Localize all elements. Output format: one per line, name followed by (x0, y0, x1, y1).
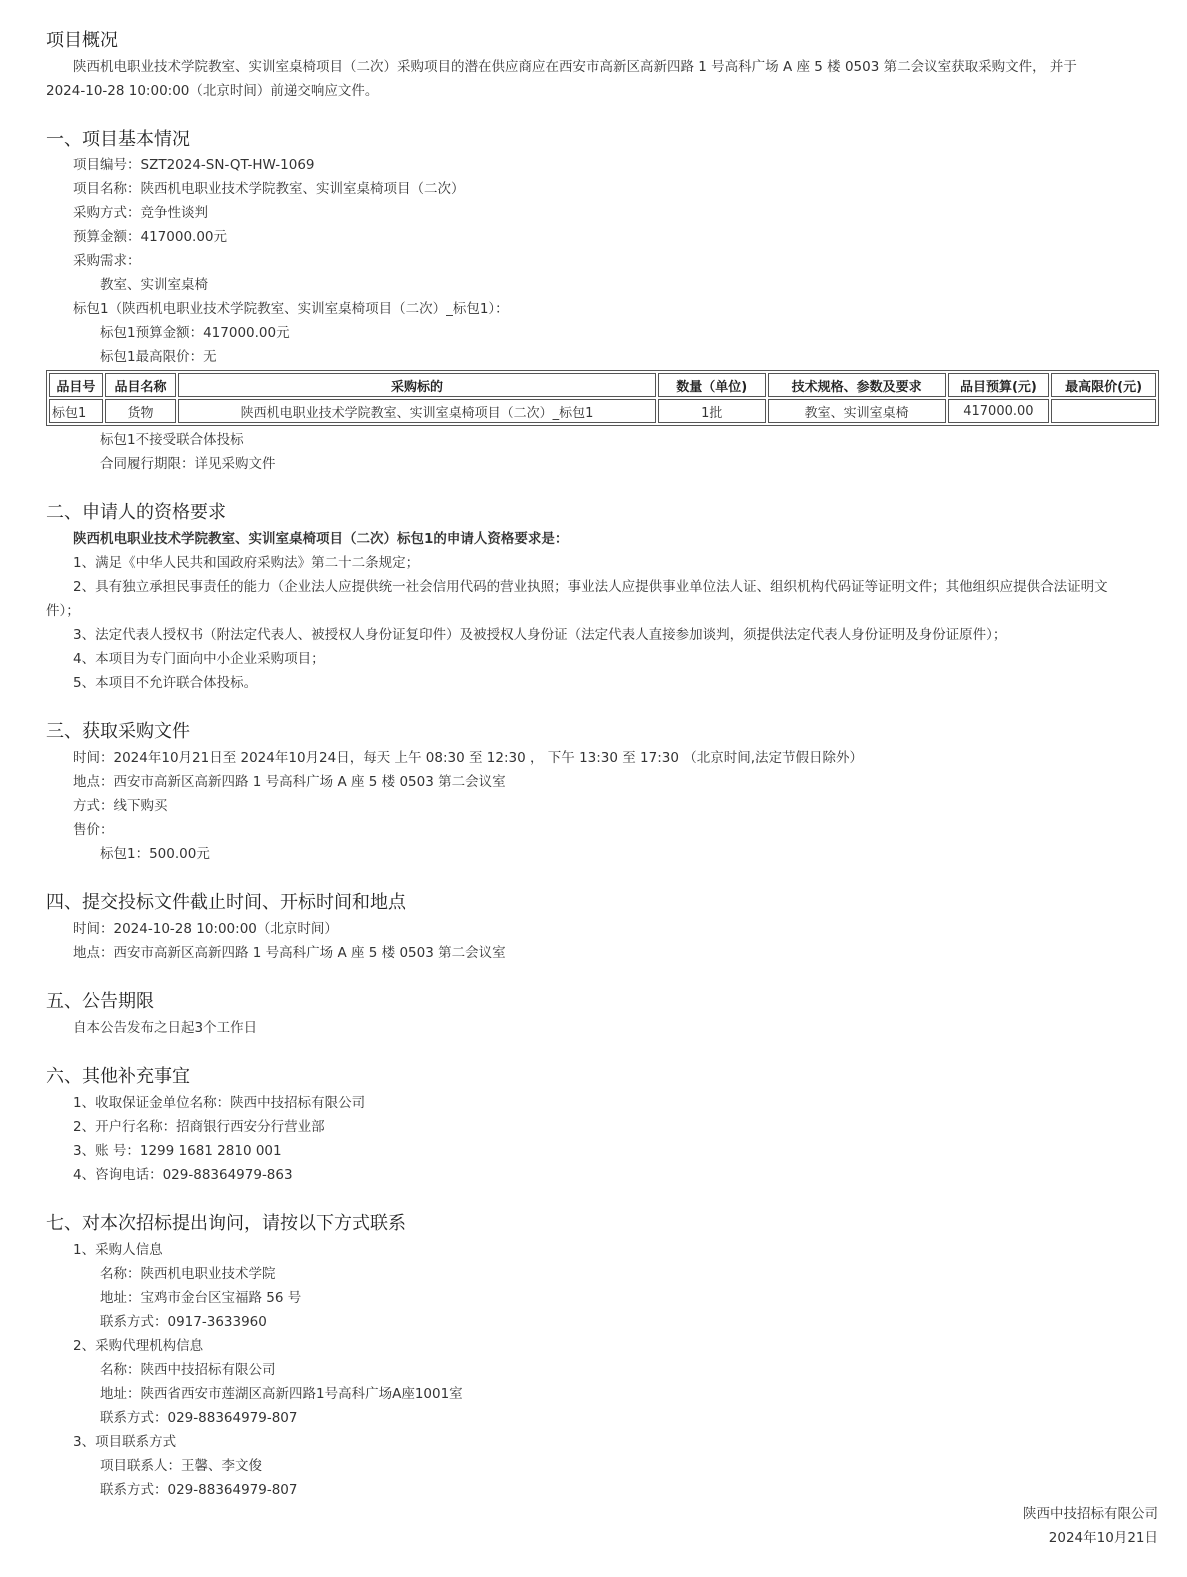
section4-heading: 四、提交投标文件截止时间、开标时间和地点 (46, 892, 406, 913)
qualification-item-3: 3、法定代表人授权书（附法定代表人、被授权人身份证复印件）及被授权人身份证（法定代表人直接参加谈判，须提供法定代表人身份证明及身份证原件）； (73, 627, 1007, 643)
overview-heading: 项目概况 (46, 30, 118, 51)
inquiry-phone: 4、咨询电话：029-88364979-863 (73, 1167, 293, 1183)
table-cell (1051, 399, 1156, 423)
table-cell: 货物 (105, 399, 176, 423)
table-cell: 教室、实训室桌椅 (768, 399, 946, 423)
document-price-label: 售价： (73, 822, 114, 838)
qualification-lead: 陕西机电职业技术学院教室、实训室桌椅项目（二次）标包1的申请人资格要求是： (73, 531, 569, 547)
project-contact-title: 3、项目联系方式 (73, 1434, 177, 1450)
buyer-info-title: 1、采购人信息 (73, 1242, 163, 1258)
document-price-value: 标包1：500.00元 (100, 846, 210, 862)
budget-amount: 预算金额：417000.00元 (73, 229, 228, 245)
agent-contact: 联系方式：029-88364979-807 (100, 1410, 298, 1426)
deadline-place: 地点：西安市高新区高新四路 1 号高科广场 A 座 5 楼 0503 第二会议室 (73, 945, 506, 961)
footer-date: 2024年10月21日 (1048, 1530, 1158, 1546)
overview-paragraph-line1: 陕西机电职业技术学院教室、实训室桌椅项目（二次）采购项目的潜在供应商应在西安市高新区高新四路 1 号高科广场 A 座 5 楼 0503 第二会议室获取采购文件， 并于 (73, 59, 1077, 75)
agent-address: 地址：陕西省西安市莲湖区高新四路1号高科广场A座1001室 (100, 1386, 463, 1402)
table-row (49, 399, 1156, 423)
qualification-item-5: 5、本项目不允许联合体投标。 (73, 675, 258, 691)
qualification-item-1: 1、满足《中华人民共和国政府采购法》第二十二条规定； (73, 555, 420, 571)
table-cell: 1批 (658, 399, 766, 423)
qualification-item-2-line1: 2、具有独立承担民事责任的能力（企业法人应提供统一社会信用代码的营业执照；事业法人应提供事业单位法人证、组织机构代码证等证明文件；其他组织应提供合法证明文 (73, 579, 1108, 595)
section5-heading: 五、公告期限 (46, 991, 154, 1012)
section1-heading: 一、项目基本情况 (46, 129, 190, 150)
lot-budget: 标包1预算金额：417000.00元 (100, 325, 290, 341)
table-header-cell: 最高限价(元) (1051, 373, 1156, 397)
table-cell: 陕西机电职业技术学院教室、实训室桌椅项目（二次）_标包1 (178, 399, 656, 423)
footer-company: 陕西中技招标有限公司 (1023, 1506, 1158, 1522)
table-header-cell: 数量（单位) (658, 373, 766, 397)
document-way: 方式：线下购买 (73, 798, 168, 814)
buyer-contact: 联系方式：0917-3633960 (100, 1314, 267, 1330)
project-contact-person: 项目联系人：王馨、李文俊 (100, 1458, 262, 1474)
project-name: 项目名称：陕西机电职业技术学院教室、实训室桌椅项目（二次） (73, 181, 465, 197)
deposit-bank: 2、开户行名称：招商银行西安分行营业部 (73, 1119, 325, 1135)
document-place: 地点：西安市高新区高新四路 1 号高科广场 A 座 5 楼 0503 第二会议室 (73, 774, 506, 790)
lot-title: 标包1（陕西机电职业技术学院教室、实训室桌椅项目（二次）_标包1）： (73, 301, 509, 317)
items-table (46, 370, 1159, 426)
qualification-item-2-line2: 件）； (46, 603, 80, 619)
section6-heading: 六、其他补充事宜 (46, 1066, 190, 1087)
project-number: 项目编号：SZT2024-SN-QT-HW-1069 (73, 157, 315, 173)
procurement-method: 采购方式：竞争性谈判 (73, 205, 208, 221)
lot-price-limit: 标包1最高限价：无 (100, 349, 217, 365)
document-time: 时间：2024年10月21日至 2024年10月24日，每天 上午 08:30 至 12:30 ， 下午 13:30 至 17:30 （北京时间,法定节假日除外） (73, 750, 864, 766)
deposit-account: 3、账 号：1299 1681 2810 001 (73, 1143, 282, 1159)
project-contact-phone: 联系方式：029-88364979-807 (100, 1482, 298, 1498)
demand-value: 教室、实训室桌椅 (100, 277, 208, 293)
buyer-name: 名称：陕西机电职业技术学院 (100, 1266, 276, 1282)
table-header-cell: 品目名称 (105, 373, 176, 397)
deposit-payee: 1、收取保证金单位名称：陕西中技招标有限公司 (73, 1095, 366, 1111)
notice-period: 自本公告发布之日起3个工作日 (73, 1020, 258, 1036)
qualification-item-4: 4、本项目为专门面向中小企业采购项目； (73, 651, 325, 667)
section2-heading: 二、申请人的资格要求 (46, 502, 226, 523)
table-header-cell: 技术规格、参数及要求 (768, 373, 946, 397)
agent-info-title: 2、采购代理机构信息 (73, 1338, 204, 1354)
demand-label: 采购需求： (73, 253, 141, 269)
table-header-row (49, 373, 1156, 397)
section7-heading: 七、对本次招标提出询问，请按以下方式联系 (46, 1213, 406, 1234)
table-cell: 标包1 (49, 399, 103, 423)
agent-name: 名称：陕西中技招标有限公司 (100, 1362, 276, 1378)
table-header-cell: 品目预算(元) (948, 373, 1050, 397)
buyer-address: 地址：宝鸡市金台区宝福路 56 号 (100, 1290, 302, 1306)
table-cell: 417000.00 (948, 399, 1050, 423)
section3-heading: 三、获取采购文件 (46, 721, 190, 742)
overview-paragraph-line2: 2024-10-28 10:00:00（北京时间）前递交响应文件。 (46, 83, 379, 99)
table-header-cell: 采购标的 (178, 373, 656, 397)
deadline-time: 时间：2024-10-28 10:00:00（北京时间） (73, 921, 338, 937)
no-consortium-note: 标包1不接受联合体投标 (100, 432, 244, 448)
contract-period: 合同履行期限：详见采购文件 (100, 456, 276, 472)
table-header-cell: 品目号 (49, 373, 103, 397)
